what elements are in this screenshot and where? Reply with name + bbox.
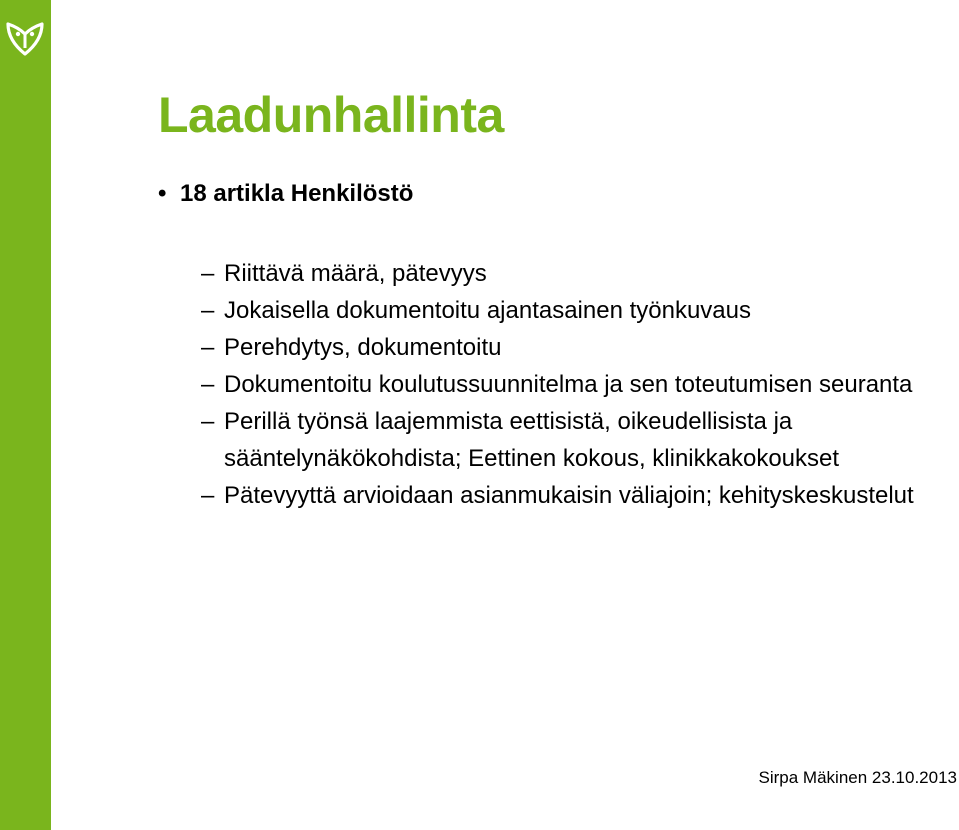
list-item: – Perehdytys, dokumentoitu (201, 334, 502, 361)
main-bullet-text: 18 artikla Henkilöstö (180, 180, 414, 207)
list-item: – Pätevyyttä arvioidaan asianmukaisin väliajoin; kehityskeskustelut (201, 482, 914, 509)
footer-author-date: Sirpa Mäkinen 23.10.2013 (758, 768, 957, 787)
list-item: – Perillä työnsä laajemmista eettisistä, oikeudellisista ja sääntelynäkökohdista; Eettinen kokous, klinikkakokoukset (201, 408, 840, 472)
slide-title: Laadunhallinta (158, 87, 504, 143)
list-item: – Jokaisella dokumentoitu ajantasainen työnkuvaus (201, 297, 752, 324)
sub-item-list (201, 255, 941, 514)
leaf-emblem-icon (5, 18, 45, 56)
side-bar (0, 0, 51, 830)
main-bullet (158, 180, 413, 208)
bullet-dot: • (158, 180, 167, 207)
list-item: – Dokumentoitu koulutussuunnitelma ja sen toteutumisen seuranta (201, 371, 913, 398)
list-item: – Riittävä määrä, pätevyys (201, 260, 487, 287)
